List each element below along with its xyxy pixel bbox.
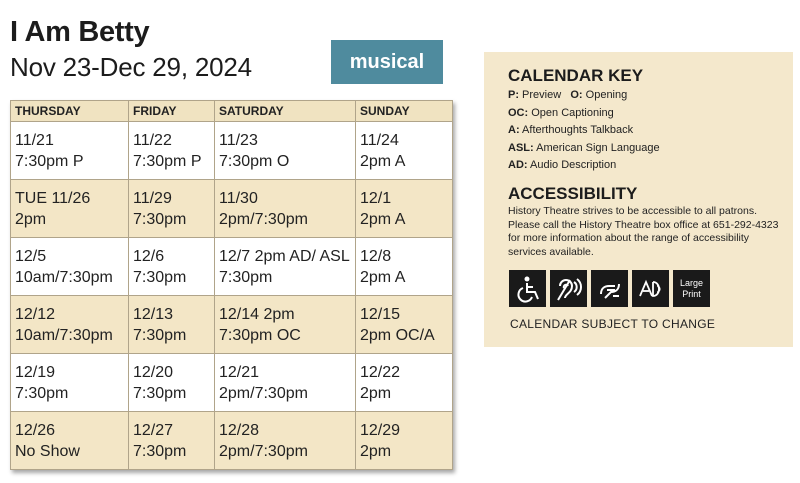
header-sunday: SUNDAY xyxy=(356,101,453,122)
cell-times: 10am/7:30pm xyxy=(15,268,113,286)
cell-times: 7:30pm OC xyxy=(219,326,301,344)
calendar-cell xyxy=(129,238,215,296)
calendar-cell xyxy=(129,354,215,412)
cell-times: 2pm xyxy=(360,384,392,402)
calendar-cell xyxy=(356,238,453,296)
calendar-cell xyxy=(215,412,356,470)
genre-tag: musical xyxy=(331,40,443,84)
cell-date: 11/21 xyxy=(15,131,54,149)
calendar-row xyxy=(11,412,453,470)
sign-language-icon xyxy=(591,270,628,307)
cell-times: 7:30pm xyxy=(133,268,187,286)
calendar-row xyxy=(11,238,453,296)
cell-times: 2pm A xyxy=(360,268,406,286)
cell-times: 2pm A xyxy=(360,152,406,170)
cell-date: 12/21 xyxy=(219,363,260,381)
calendar-cell xyxy=(11,354,129,412)
cell-date: 12/19 xyxy=(15,363,56,381)
cell-date: 12/15 xyxy=(360,305,401,323)
key-code: A: xyxy=(508,124,520,136)
cell-times: 7:30pm xyxy=(133,210,187,228)
calendar-cell xyxy=(215,354,356,412)
cell-times: 2pm/7:30pm xyxy=(219,210,308,228)
cell-times: 7:30pm O xyxy=(219,152,290,170)
cell-times: 2pm/7:30pm xyxy=(219,442,308,460)
calendar-cell xyxy=(129,296,215,354)
show-dates: Nov 23-Dec 29, 2024 xyxy=(10,52,252,82)
cell-times: 7:30pm P xyxy=(15,152,84,170)
large-print-icon xyxy=(673,270,710,307)
cell-date: 12/7 2pm AD/ ASL xyxy=(219,247,350,265)
cell-times: 7:30pm xyxy=(133,384,187,402)
accessibility-text: History Theatre strives to be accessible to all patrons. Please call the History Theatre box office at 651-292-4323 for more information about the range of accessibility services available. xyxy=(508,205,779,258)
key-item xyxy=(508,157,660,175)
cell-times: No Show xyxy=(15,442,80,460)
key-text: Afterthoughts Talkback xyxy=(519,124,634,136)
calendar-row xyxy=(11,296,453,354)
accessibility-title: ACCESSIBILITY xyxy=(508,184,638,203)
cell-times: 7:30pm xyxy=(15,384,69,402)
show-title: I Am Betty xyxy=(10,16,150,48)
cell-date: TUE 11/26 xyxy=(15,189,91,207)
calendar-key-list xyxy=(508,87,660,175)
cell-times: 2pm xyxy=(15,210,47,228)
calendar-cell xyxy=(215,238,356,296)
header-friday: FRIDAY xyxy=(129,101,215,122)
assistive-listening-icon xyxy=(550,270,587,307)
key-text: Opening xyxy=(582,89,628,101)
header-thursday: THURSDAY xyxy=(11,101,129,122)
cell-times: 2pm xyxy=(360,442,392,460)
key-text: American Sign Language xyxy=(533,141,660,154)
cell-date: 12/22 xyxy=(360,363,401,381)
accessibility-icons xyxy=(509,270,710,307)
calendar-cell xyxy=(215,180,356,238)
calendar-cell xyxy=(11,122,129,180)
calendar-cell xyxy=(11,238,129,296)
key-item xyxy=(508,140,660,158)
cell-times: 2pm/7:30pm xyxy=(219,384,308,402)
calendar-cell xyxy=(356,354,453,412)
cell-date: 12/13 xyxy=(133,305,174,323)
cell-date: 12/29 xyxy=(360,421,401,439)
key-item xyxy=(508,87,660,105)
cell-date: 11/23 xyxy=(219,131,258,149)
cell-date: 12/28 xyxy=(219,421,260,439)
calendar-cell xyxy=(129,122,215,180)
key-code: AD: xyxy=(508,159,528,171)
calendar-change-note: CALENDAR SUBJECT TO CHANGE xyxy=(510,317,716,331)
calendar-key-panel xyxy=(484,52,793,347)
calendar-cell xyxy=(215,122,356,180)
cell-date: 12/8 xyxy=(360,247,392,265)
cell-date: 12/5 xyxy=(15,247,47,265)
cell-date: 12/20 xyxy=(133,363,174,381)
cell-date: 12/6 xyxy=(133,247,165,265)
key-item xyxy=(508,122,660,140)
calendar-row xyxy=(11,180,453,238)
performance-calendar xyxy=(10,100,453,470)
calendar-cell xyxy=(11,180,129,238)
calendar-cell xyxy=(129,180,215,238)
audio-description-icon xyxy=(632,270,669,307)
calendar-cell xyxy=(11,296,129,354)
calendar-key-title: CALENDAR KEY xyxy=(508,66,644,85)
cell-times: 7:30pm xyxy=(133,326,187,344)
calendar-row xyxy=(11,122,453,180)
cell-date: 12/12 xyxy=(15,305,56,323)
key-text: Open Captioning xyxy=(528,106,614,119)
cell-date: 12/1 xyxy=(360,189,392,207)
cell-date: 11/30 xyxy=(219,189,258,207)
cell-times: 10am/7:30pm xyxy=(15,326,113,344)
calendar-cell xyxy=(356,296,453,354)
cell-times: 7:30pm xyxy=(219,268,273,286)
cell-times: 2pm A xyxy=(360,210,406,228)
key-code: ASL: xyxy=(508,141,534,154)
calendar-header-row xyxy=(11,101,453,122)
key-text: Audio Description xyxy=(527,159,617,171)
key-code: O: xyxy=(570,89,583,101)
wheelchair-icon xyxy=(509,270,546,307)
cell-date: 12/26 xyxy=(15,421,56,439)
header-saturday: SATURDAY xyxy=(215,101,356,122)
calendar-cell xyxy=(129,412,215,470)
calendar-cell xyxy=(356,412,453,470)
cell-times: 2pm OC/A xyxy=(360,326,435,344)
large-print-label-1: Large xyxy=(679,277,704,288)
calendar-cell xyxy=(215,296,356,354)
cell-date: 11/29 xyxy=(133,189,172,207)
calendar-cell xyxy=(356,180,453,238)
cell-times: 7:30pm xyxy=(133,442,187,460)
cell-date: 12/14 2pm xyxy=(219,305,295,323)
cell-date: 11/24 xyxy=(360,131,399,149)
key-text: Preview xyxy=(519,89,562,101)
key-code: P: xyxy=(508,89,519,101)
cell-date: 11/22 xyxy=(133,131,172,149)
cell-date: 12/27 xyxy=(133,421,174,439)
key-code: OC: xyxy=(508,106,529,119)
calendar-row xyxy=(11,354,453,412)
large-print-label-2: Print xyxy=(682,288,701,299)
calendar-cell xyxy=(11,412,129,470)
key-item xyxy=(508,105,660,123)
cell-times: 7:30pm P xyxy=(133,152,202,170)
calendar-cell xyxy=(356,122,453,180)
